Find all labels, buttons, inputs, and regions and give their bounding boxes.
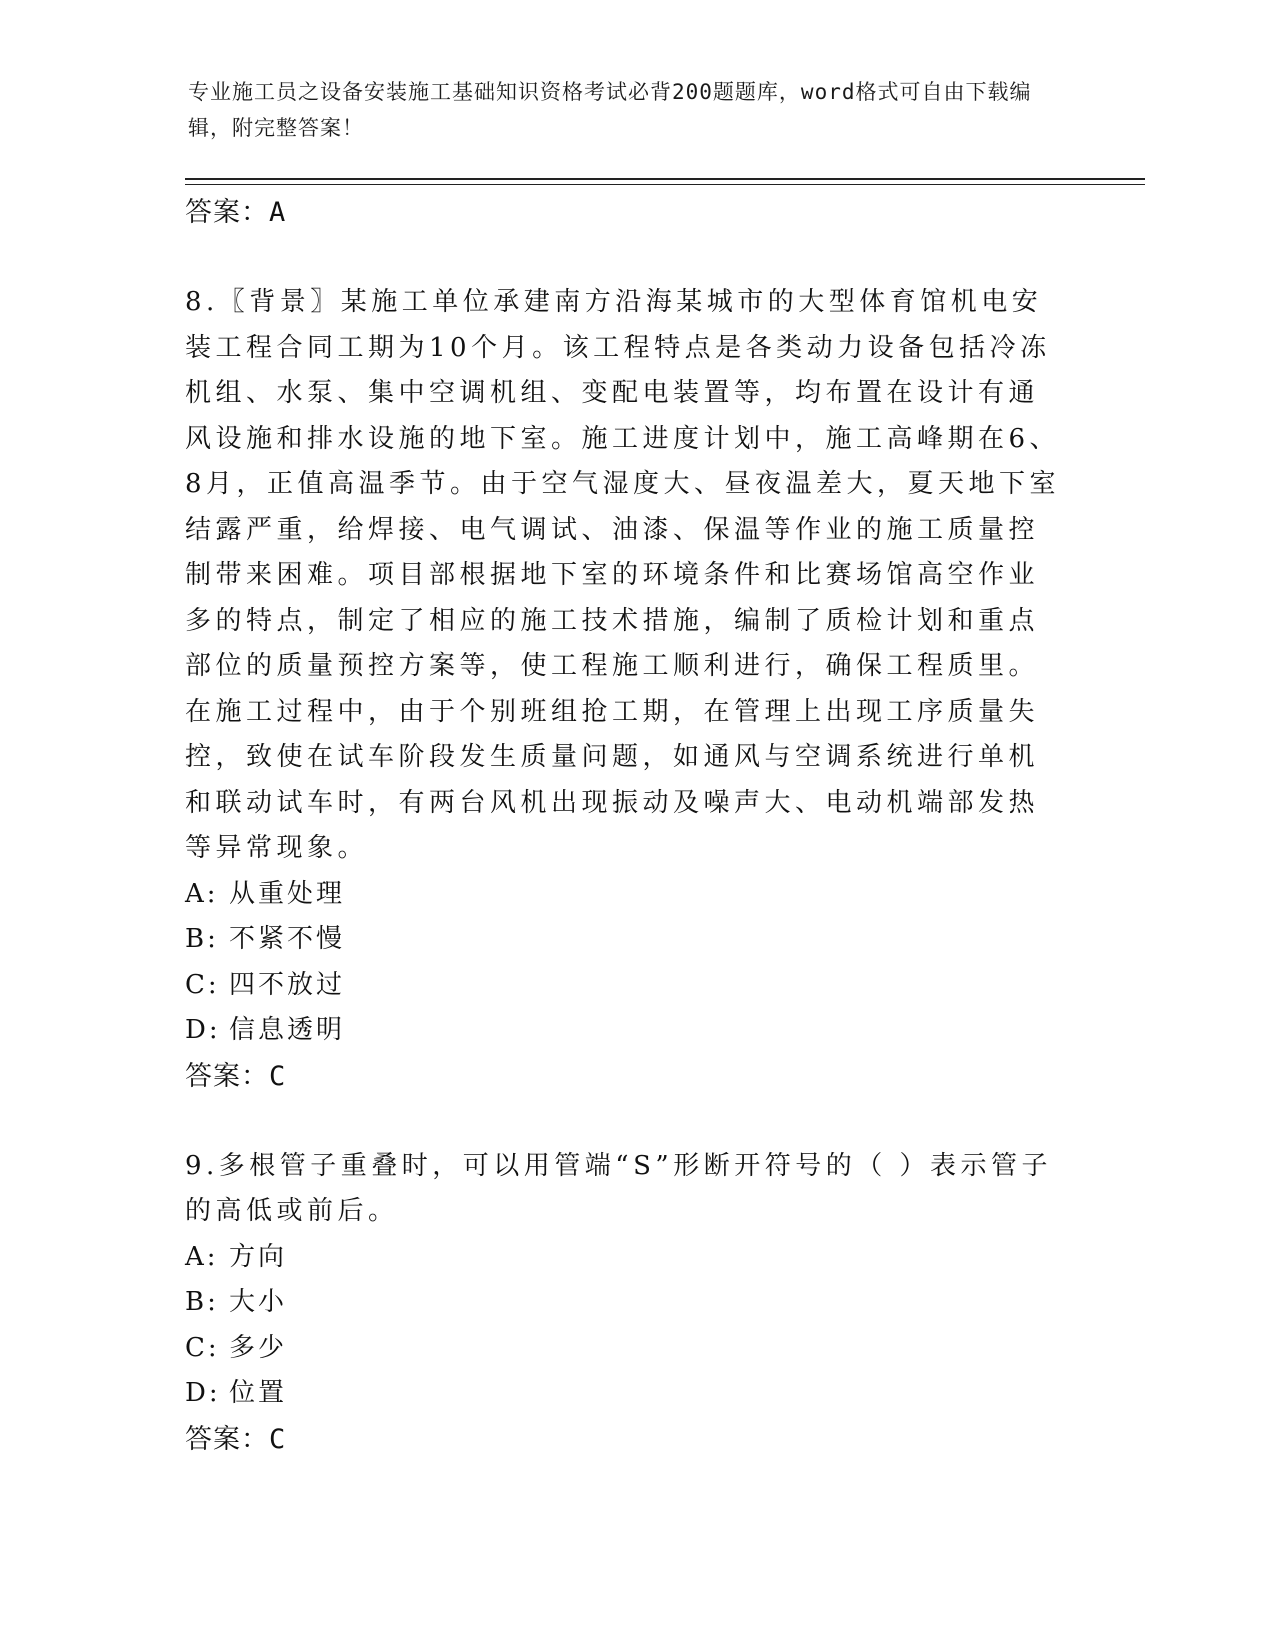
option-b — [185, 917, 1065, 963]
option-text: 信息透明 — [229, 1015, 346, 1045]
option-c — [185, 1326, 1065, 1372]
option-key: A: — [185, 1241, 219, 1272]
option-key: C: — [185, 969, 220, 1000]
question-block-9 — [185, 1144, 1065, 1463]
option-text: 方向 — [229, 1241, 288, 1272]
answer-line: 答案：C — [185, 1423, 287, 1455]
question-text: 9.多根管子重叠时，可以用管端“S”形断开符号的（ ）表示管子的高低或前后。 — [185, 1150, 1052, 1226]
spacer — [185, 236, 1065, 280]
option-text: 大小 — [229, 1287, 288, 1317]
option-a — [185, 1235, 1065, 1281]
option-a — [185, 872, 1065, 918]
answer-line: 答案：C — [185, 1060, 287, 1092]
question-block-8 — [185, 280, 1065, 1100]
option-key: A: — [185, 878, 219, 909]
option-list — [185, 872, 1065, 1054]
option-text: 四不放过 — [229, 969, 346, 1000]
option-text: 不紧不慢 — [229, 924, 346, 954]
option-key: D: — [185, 1378, 221, 1408]
option-text: 位置 — [229, 1378, 288, 1408]
spacer — [185, 1100, 1065, 1144]
answer-line: 答案：A — [185, 197, 287, 228]
option-list — [185, 1235, 1065, 1417]
option-d — [185, 1008, 1065, 1054]
document-body — [185, 190, 1065, 1463]
option-key: B: — [185, 1287, 219, 1317]
option-text: 多少 — [229, 1332, 288, 1363]
option-key: B: — [185, 924, 219, 954]
option-d — [185, 1371, 1065, 1417]
document-header: 专业施工员之设备安装施工基础知识资格考试必背200题题库，word格式可自由下载编辑，附完整答案！ — [188, 80, 1032, 140]
option-b — [185, 1280, 1065, 1326]
option-key: D: — [185, 1015, 221, 1045]
option-c — [185, 963, 1065, 1009]
header-rule-thick — [185, 178, 1145, 180]
option-text: 从重处理 — [229, 878, 346, 909]
header-rule-thin — [185, 184, 1145, 185]
question-text: 8.〖背景〗某施工单位承建南方沿海某城市的大型体育馆机电安装工程合同工期为10个月。该工程特点是各类动力设备包括冷冻机组、水泵、集中空调机组、变配电装置等，均布置在设计有通风设施和排水设施的地下室。施工进度计划中，施工高峰期在6、8月，正值高温季节。由于空气湿度大、昼夜温差大，夏天地下室结露严重，给焊接、电气调试、油漆、保温等作业的施工质量控制带来困难。项目部根据地下室的环境条件和比赛场馆高空作业多的特点，制定了相应的施工技术措施，编制了质检计划和重点部位的质量预控方案等，使工程施工顺利进行，确保工程质里。在施工过程中，由于个别班组抢工期，在管理上出现工序质量失控，致使在试车阶段发生质量问题，如通风与空调系统进行单机和联动试车时，有两台风机出现振动及噪声大、电动机端部发热等异常现象。 — [185, 287, 1061, 863]
option-key: C: — [185, 1332, 220, 1363]
